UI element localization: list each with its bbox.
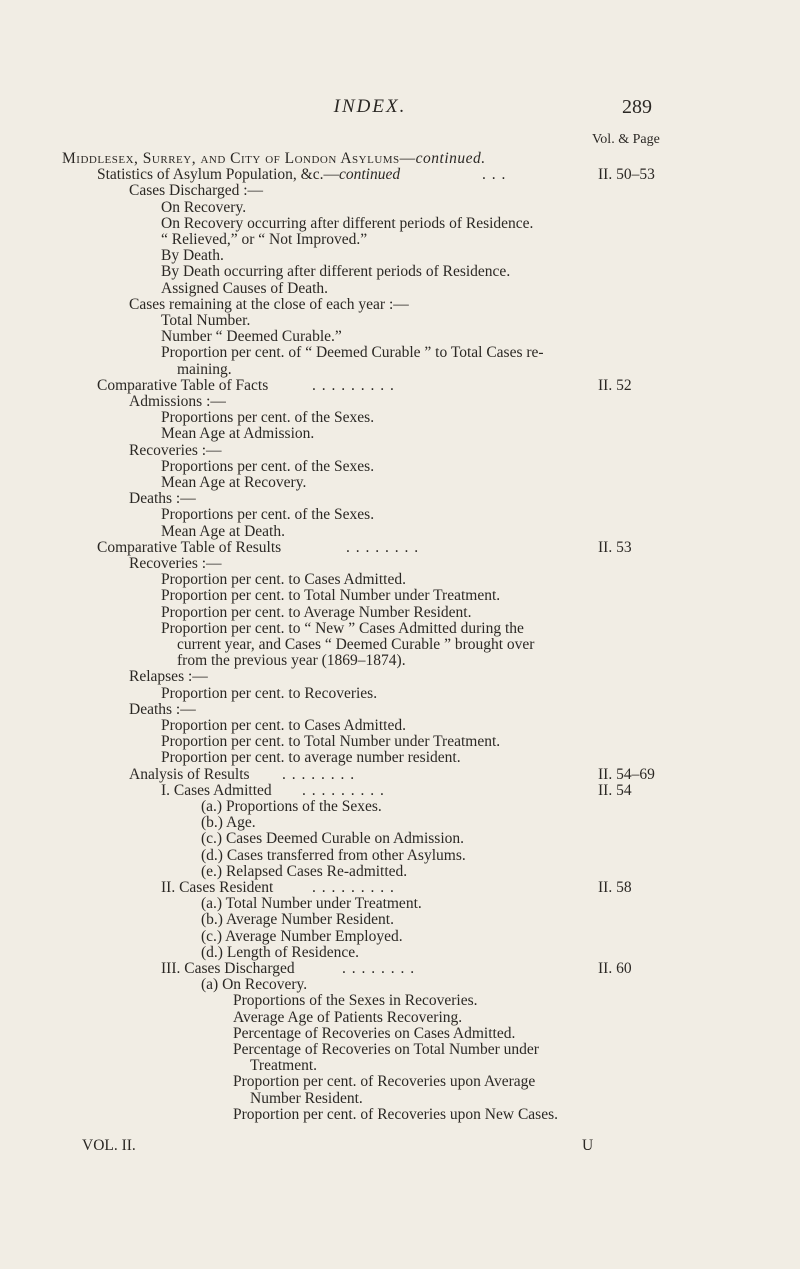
index-line bbox=[0, 199, 800, 216]
entry-text: Mean Age at Death. bbox=[161, 522, 285, 540]
entry-text: Comparative Table of Results bbox=[97, 538, 282, 556]
entry-continued: continued bbox=[338, 166, 401, 184]
index-line bbox=[0, 749, 800, 766]
index-line bbox=[0, 166, 800, 183]
index-line bbox=[0, 490, 800, 507]
entry-text: Proportion per cent. to Total Number under Treatment. bbox=[161, 733, 501, 751]
entry-text: III. Cases Discharged bbox=[161, 960, 295, 977]
entry-text: Mean Age at Recovery. bbox=[161, 474, 307, 491]
index-line bbox=[0, 215, 800, 232]
index-line-text bbox=[250, 1090, 363, 1107]
entry-text: Comparative Table of Facts bbox=[97, 376, 269, 394]
index-line bbox=[0, 571, 800, 588]
volume-page-ref: II. 50–53 bbox=[598, 166, 655, 184]
entry-text: Proportion per cent. to average number resident. bbox=[161, 749, 461, 767]
footer-volume: VOL. II. bbox=[82, 1137, 136, 1154]
volume-page-ref: II. 53 bbox=[598, 538, 632, 556]
entry-text: (b.) Age. bbox=[201, 814, 256, 832]
entry-text: from the previous year (1869–1874). bbox=[177, 652, 406, 670]
entry-text: Percentage of Recoveries on Total Number under bbox=[233, 1041, 539, 1058]
index-line-text bbox=[161, 733, 500, 750]
index-line-text bbox=[161, 344, 544, 361]
entry-text: Proportion per cent. of Recoveries upon New Cases. bbox=[233, 1105, 558, 1123]
entry-text: Proportion per cent. to Cases Admitted. bbox=[161, 717, 406, 734]
index-line-text bbox=[177, 652, 406, 669]
index-line bbox=[0, 377, 800, 394]
index-line-text bbox=[129, 555, 222, 572]
entry-text: Treatment. bbox=[250, 1057, 318, 1075]
index-line-text bbox=[129, 182, 263, 199]
index-line bbox=[0, 798, 800, 815]
index-line-text bbox=[161, 879, 273, 896]
entry-text: Proportion per cent. to “ New ” Cases Admitted during the bbox=[161, 619, 524, 637]
entry-text: Proportions per cent. of the Sexes. bbox=[161, 457, 375, 475]
entry-text: Deaths :— bbox=[129, 700, 196, 718]
index-line-text bbox=[129, 668, 208, 685]
entry-text: current year, and Cases “ Deemed Curable ” brought over bbox=[177, 636, 535, 653]
index-line-text bbox=[161, 571, 406, 588]
index-line bbox=[0, 863, 800, 880]
index-line-text bbox=[129, 490, 196, 507]
entry-text: “ Relieved,” or “ Not Improved.” bbox=[161, 231, 368, 248]
index-line-text bbox=[201, 928, 403, 945]
index-line-text bbox=[201, 863, 407, 880]
index-line-text bbox=[161, 409, 374, 426]
index-line-text bbox=[161, 717, 406, 734]
index-line-text bbox=[161, 782, 272, 799]
entry-text: (a) On Recovery. bbox=[201, 976, 308, 994]
index-line bbox=[0, 393, 800, 410]
entry-text: By Death occurring after different periods of Residence. bbox=[161, 263, 511, 281]
index-line-text bbox=[129, 393, 226, 410]
entry-text: Assigned Causes of Death. bbox=[161, 279, 329, 297]
index-line bbox=[0, 701, 800, 718]
index-line-text bbox=[233, 1106, 558, 1123]
index-line bbox=[0, 328, 800, 345]
volume-page-ref: II. 58 bbox=[598, 879, 632, 896]
index-line bbox=[0, 1025, 800, 1042]
entry-text: By Death. bbox=[161, 247, 224, 265]
entry-text: On Recovery. bbox=[161, 198, 247, 216]
entry-text: Mean Age at Admission. bbox=[161, 425, 315, 443]
index-line-text bbox=[201, 814, 256, 831]
index-line bbox=[0, 263, 800, 280]
leader-dots: . . . . . . . . bbox=[282, 765, 356, 783]
entry-text: On Recovery occurring after different periods of Residence. bbox=[161, 214, 534, 232]
index-line-text bbox=[250, 1057, 317, 1074]
entry-text: Statistics of Asylum Population, &c.— bbox=[97, 166, 339, 184]
entry-text: Deaths :— bbox=[129, 490, 196, 508]
index-line bbox=[0, 847, 800, 864]
index-line bbox=[0, 652, 800, 669]
index-line bbox=[0, 361, 800, 378]
entry-text: Proportion per cent. to Cases Admitted. bbox=[161, 571, 406, 589]
index-line bbox=[0, 1073, 800, 1090]
index-line-text bbox=[161, 960, 295, 977]
index-line-text bbox=[161, 231, 367, 248]
index-line bbox=[0, 539, 800, 556]
index-line bbox=[0, 944, 800, 961]
index-line bbox=[0, 636, 800, 653]
index-line-text bbox=[161, 620, 524, 637]
index-line bbox=[0, 474, 800, 491]
leader-dots: . . . . . . . . . bbox=[302, 781, 385, 799]
index-line bbox=[0, 1041, 800, 1058]
index-line-text bbox=[161, 328, 342, 345]
entry-text: Average Age of Patients Recovering. bbox=[233, 1008, 463, 1026]
index-line-text bbox=[161, 425, 314, 442]
entry-text: (c.) Cases Deemed Curable on Admission. bbox=[201, 830, 465, 848]
index-line bbox=[0, 733, 800, 750]
index-line bbox=[0, 668, 800, 685]
entry-text: Proportions of the Sexes in Recoveries. bbox=[233, 992, 478, 1010]
entry-text: (e.) Relapsed Cases Re-admitted. bbox=[201, 862, 408, 880]
index-line-text bbox=[161, 215, 533, 232]
entry-text: Proportion per cent. of “ Deemed Curable ” to Total Cases re- bbox=[161, 344, 544, 362]
index-line bbox=[0, 280, 800, 297]
index-line bbox=[0, 830, 800, 847]
running-title: INDEX. bbox=[333, 96, 407, 117]
index-line bbox=[0, 911, 800, 928]
index-line-text bbox=[161, 247, 224, 264]
index-line-text bbox=[129, 766, 250, 783]
entry-text: Cases Discharged :— bbox=[129, 182, 264, 200]
index-line-text bbox=[97, 166, 400, 183]
index-line bbox=[0, 523, 800, 540]
index-line bbox=[0, 1106, 800, 1123]
entry-text: Number Resident. bbox=[250, 1089, 363, 1107]
leader-dots: . . . . . . . . bbox=[342, 960, 416, 977]
index-line bbox=[0, 506, 800, 523]
entry-text: Recoveries :— bbox=[129, 555, 222, 572]
index-line-text bbox=[233, 992, 478, 1009]
index-line-text bbox=[161, 604, 472, 621]
index-line-text bbox=[161, 685, 377, 702]
index-line-text bbox=[161, 458, 374, 475]
entry-text: Number “ Deemed Curable.” bbox=[161, 328, 342, 346]
index-line-text bbox=[129, 296, 409, 313]
entry-text: II. Cases Resident bbox=[161, 879, 274, 896]
index-line-text bbox=[233, 1041, 539, 1058]
index-line-text bbox=[62, 150, 486, 167]
volume-page-ref: II. 52 bbox=[598, 376, 632, 394]
index-line bbox=[0, 231, 800, 248]
index-line-text bbox=[161, 280, 328, 297]
index-line-text bbox=[161, 523, 285, 540]
index-line bbox=[0, 458, 800, 475]
index-line bbox=[0, 409, 800, 426]
index-line bbox=[0, 555, 800, 572]
index-line-text bbox=[97, 539, 281, 556]
index-line-text bbox=[201, 847, 466, 864]
index-line-text bbox=[161, 506, 374, 523]
entry-text: I. Cases Admitted bbox=[161, 781, 272, 799]
index-line-text bbox=[177, 636, 534, 653]
volume-page-ref: II. 60 bbox=[598, 960, 632, 977]
entry-text: Middlesex, Surrey, and City of London Asylums— bbox=[62, 150, 416, 167]
index-line-text bbox=[129, 701, 196, 718]
index-line bbox=[0, 814, 800, 831]
entry-text: Proportion per cent. to Average Number Resident. bbox=[161, 603, 472, 621]
column-header: Vol. & Page bbox=[592, 132, 660, 147]
index-line bbox=[0, 1009, 800, 1026]
index-line-text bbox=[201, 911, 394, 928]
leader-dots: . . . . . . . . . bbox=[312, 376, 395, 394]
index-line bbox=[0, 766, 800, 783]
index-line bbox=[0, 604, 800, 621]
index-line-text bbox=[233, 1025, 515, 1042]
index-line bbox=[0, 717, 800, 734]
index-line-text bbox=[161, 587, 500, 604]
entry-text: Recoveries :— bbox=[129, 441, 222, 459]
index-line bbox=[0, 879, 800, 896]
index-line-text bbox=[201, 798, 382, 815]
footer-signature: U bbox=[582, 1137, 594, 1154]
entry-text: Cases remaining at the close of each year :— bbox=[129, 295, 409, 313]
entry-text: Proportions per cent. of the Sexes. bbox=[161, 409, 375, 427]
entry-text: (b.) Average Number Resident. bbox=[201, 911, 394, 929]
entry-text: (d.) Cases transferred from other Asylums. bbox=[201, 846, 466, 864]
entry-text: Relapses :— bbox=[129, 668, 208, 686]
entry-text: Proportion per cent. of Recoveries upon Average bbox=[233, 1073, 536, 1091]
index-line bbox=[0, 928, 800, 945]
index-line-text bbox=[97, 377, 268, 394]
leader-dots: . . . bbox=[482, 166, 507, 184]
index-line bbox=[0, 1057, 800, 1074]
index-line bbox=[0, 782, 800, 799]
index-line bbox=[0, 587, 800, 604]
entry-text: (d.) Length of Residence. bbox=[201, 943, 359, 961]
index-line-text bbox=[201, 944, 359, 961]
index-line bbox=[0, 247, 800, 264]
index-line bbox=[0, 620, 800, 637]
index-line-text bbox=[233, 1073, 535, 1090]
index-line bbox=[0, 895, 800, 912]
index-line bbox=[0, 344, 800, 361]
index-line-text bbox=[201, 830, 464, 847]
entry-text: Total Number. bbox=[161, 312, 251, 329]
index-line bbox=[0, 960, 800, 977]
index-line-text bbox=[177, 361, 232, 378]
volume-page-ref: II. 54–69 bbox=[598, 765, 655, 783]
index-line bbox=[0, 1090, 800, 1107]
entry-continued: continued. bbox=[415, 150, 486, 167]
index-line-text bbox=[161, 312, 250, 329]
index-line bbox=[0, 182, 800, 199]
leader-dots: . . . . . . . . . bbox=[312, 879, 395, 896]
index-line-text bbox=[129, 442, 222, 459]
index-line bbox=[0, 442, 800, 459]
entry-text: Proportions per cent. of the Sexes. bbox=[161, 506, 375, 524]
entry-text: maining. bbox=[177, 360, 232, 378]
entry-text: (c.) Average Number Employed. bbox=[201, 927, 403, 945]
index-line-text bbox=[201, 976, 307, 993]
entry-text: Analysis of Results bbox=[129, 765, 250, 783]
entry-text: (a.) Proportions of the Sexes. bbox=[201, 798, 382, 815]
index-line bbox=[0, 296, 800, 313]
volume-page-ref: II. 54 bbox=[598, 781, 632, 799]
index-line bbox=[0, 312, 800, 329]
index-line bbox=[0, 685, 800, 702]
entry-text: Admissions :— bbox=[129, 393, 226, 410]
entry-text: (a.) Total Number under Treatment. bbox=[201, 895, 422, 913]
index-line-text bbox=[161, 749, 461, 766]
leader-dots: . . . . . . . . bbox=[346, 538, 420, 556]
index-line bbox=[0, 976, 800, 993]
index-line-text bbox=[233, 1009, 462, 1026]
index-line bbox=[0, 425, 800, 442]
index-line bbox=[0, 150, 800, 167]
entry-text: Percentage of Recoveries on Cases Admitted. bbox=[233, 1024, 516, 1042]
index-line-text bbox=[201, 895, 422, 912]
index-line-text bbox=[161, 199, 246, 216]
entry-text: Proportion per cent. to Recoveries. bbox=[161, 684, 378, 702]
index-line-text bbox=[161, 474, 306, 491]
entry-text: Proportion per cent. to Total Number under Treatment. bbox=[161, 587, 501, 605]
index-line-text bbox=[161, 263, 510, 280]
index-line bbox=[0, 992, 800, 1009]
page-number: 289 bbox=[622, 96, 652, 118]
